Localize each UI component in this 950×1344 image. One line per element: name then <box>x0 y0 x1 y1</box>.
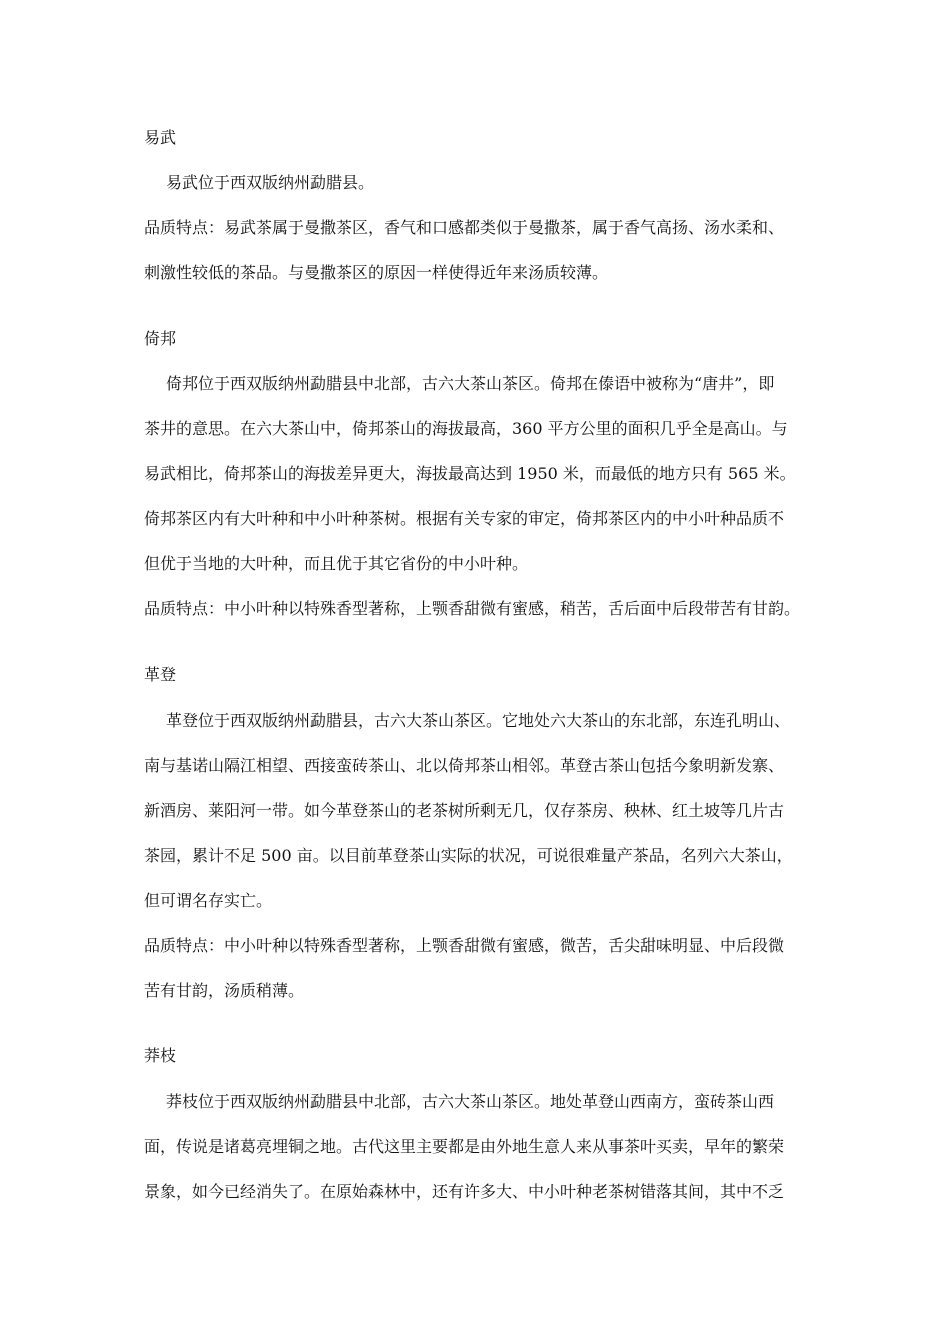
paragraph-line: 但优于当地的大叶种，而且优于其它省份的中小叶种。 <box>144 554 529 573</box>
paragraph-line: 莽枝位于西双版纳州勐腊县中北部，古六大茶山茶区。地处革登山西南方，蛮砖茶山西 <box>166 1092 775 1111</box>
paragraph-line: 南与基诺山隔江相望、西接蛮砖茶山、北以倚邦茶山相邻。革登古茶山包括今象明新发寨、 <box>144 756 785 775</box>
paragraph-line: 易武位于西双版纳州勐腊县。 <box>166 173 375 192</box>
paragraph-line: 景象，如今已经消失了。在原始森林中，还有许多大、中小叶种老茶树错落其间，其中不乏 <box>144 1182 785 1201</box>
paragraph-line: 茶园，累计不足 500 亩。以目前革登茶山实际的状况，可说很难量产茶品，名列六大茶山， <box>144 846 793 865</box>
paragraph-line: 易武相比，倚邦茶山的海拔差异更大，海拔最高达到 1950 米，而最低的地方只有 565 米。 <box>144 464 796 483</box>
paragraph-line: 面，传说是诸葛亮埋铜之地。古代这里主要都是由外地生意人来从事茶叶买卖，早年的繁荣 <box>144 1137 785 1156</box>
paragraph-line: 茶井的意思。在六大茶山中，倚邦茶山的海拔最高，360 平方公里的面积几乎全是高山。与 <box>144 419 788 438</box>
paragraph-line: 但可谓名存实亡。 <box>144 891 273 910</box>
paragraph-line: 倚邦茶区内有大叶种和中小叶种茶树。根据有关专家的审定，倚邦茶区内的中小叶种品质不 <box>144 509 785 528</box>
paragraph-line: 革登位于西双版纳州勐腊县，古六大茶山茶区。它地处六大茶山的东北部，东连孔明山、 <box>166 711 791 730</box>
paragraph-line: 倚邦位于西双版纳州勐腊县中北部，古六大茶山茶区。倚邦在傣语中被称为“唐井”，即 <box>166 374 775 393</box>
section-title-yibang: 倚邦 <box>144 329 177 348</box>
paragraph-line: 品质特点：易武茶属于曼撒茶区，香气和口感都类似于曼撒茶，属于香气高扬、汤水柔和、 <box>144 218 785 237</box>
paragraph-line: 品质特点：中小叶种以特殊香型著称，上颚香甜微有蜜感，微苦，舌尖甜味明显、中后段微 <box>144 936 785 955</box>
paragraph-line: 新酒房、莱阳河一带。如今革登茶山的老茶树所剩无几，仅存茶房、秧林、红土坡等几片古 <box>144 801 785 820</box>
section-title-yiwu: 易武 <box>144 128 177 147</box>
paragraph-line: 刺激性较低的茶品。与曼撒茶区的原因一样使得近年来汤质较薄。 <box>144 263 609 282</box>
paragraph-line: 品质特点：中小叶种以特殊香型著称，上颚香甜微有蜜感，稍苦，舌后面中后段带苦有甘韵。 <box>144 599 801 618</box>
section-title-gedeng: 革登 <box>144 665 177 684</box>
section-title-mangzhi: 莽枝 <box>144 1046 177 1065</box>
paragraph-line: 苦有甘韵，汤质稍薄。 <box>144 981 305 1000</box>
